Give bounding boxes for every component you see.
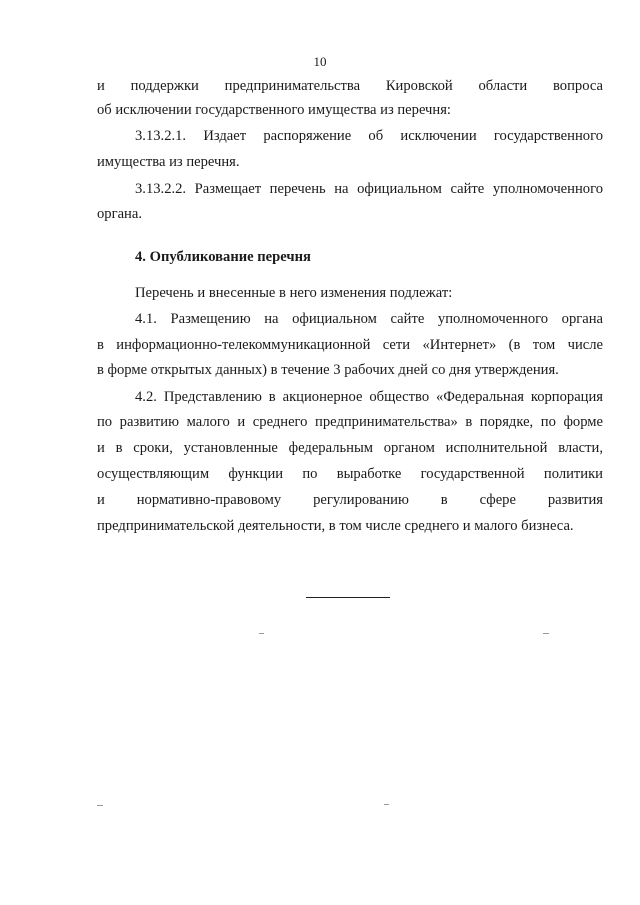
paragraph-line: в информационно-телекоммуникационной сети «Интернет» (в том числе — [97, 337, 603, 353]
paragraph-line: предпринимательской деятельности, в том числе среднего и малого бизнеса. — [97, 518, 574, 534]
paragraph-line: и поддержки предпринимательства Кировской области вопроса — [97, 78, 603, 94]
paragraph-line: в форме открытых данных) в течение 3 рабочих дней со дня утверждения. — [97, 362, 559, 378]
section-heading: 4. Опубликование перечня — [135, 249, 311, 265]
paragraph-line: имущества из перечня. — [97, 154, 240, 170]
paragraph-line: и нормативно-правовому регулированию в сфере развития — [97, 492, 603, 508]
paragraph-line: 3.13.2.2. Размещает перечень на официальном сайте уполномоченного — [135, 181, 603, 197]
paragraph-line: осуществляющим функции по выработке государственной политики — [97, 466, 603, 482]
scan-speck — [259, 633, 264, 634]
scan-speck — [543, 633, 549, 634]
paragraph-line: Перечень и внесенные в него изменения подлежат: — [135, 285, 453, 301]
page-number: 10 — [313, 54, 327, 69]
scan-speck — [384, 804, 389, 805]
paragraph-line: об исключении государственного имущества из перечня: — [97, 102, 451, 118]
paragraph-line: 3.13.2.1. Издает распоряжение об исключении государственного — [135, 128, 603, 144]
paragraph-line: 4.2. Представлению в акционерное общество «Федеральная корпорация — [135, 389, 603, 405]
paragraph-line: по развитию малого и среднего предпринимательства» в порядке, по форме — [97, 414, 603, 430]
paragraph-line: и в сроки, установленные федеральным органом исполнительной власти, — [97, 440, 603, 456]
paragraph-line: 4.1. Размещению на официальном сайте уполномоченного органа — [135, 311, 603, 327]
end-rule — [306, 597, 390, 598]
scan-speck — [97, 805, 103, 806]
paragraph-line: органа. — [97, 206, 142, 222]
